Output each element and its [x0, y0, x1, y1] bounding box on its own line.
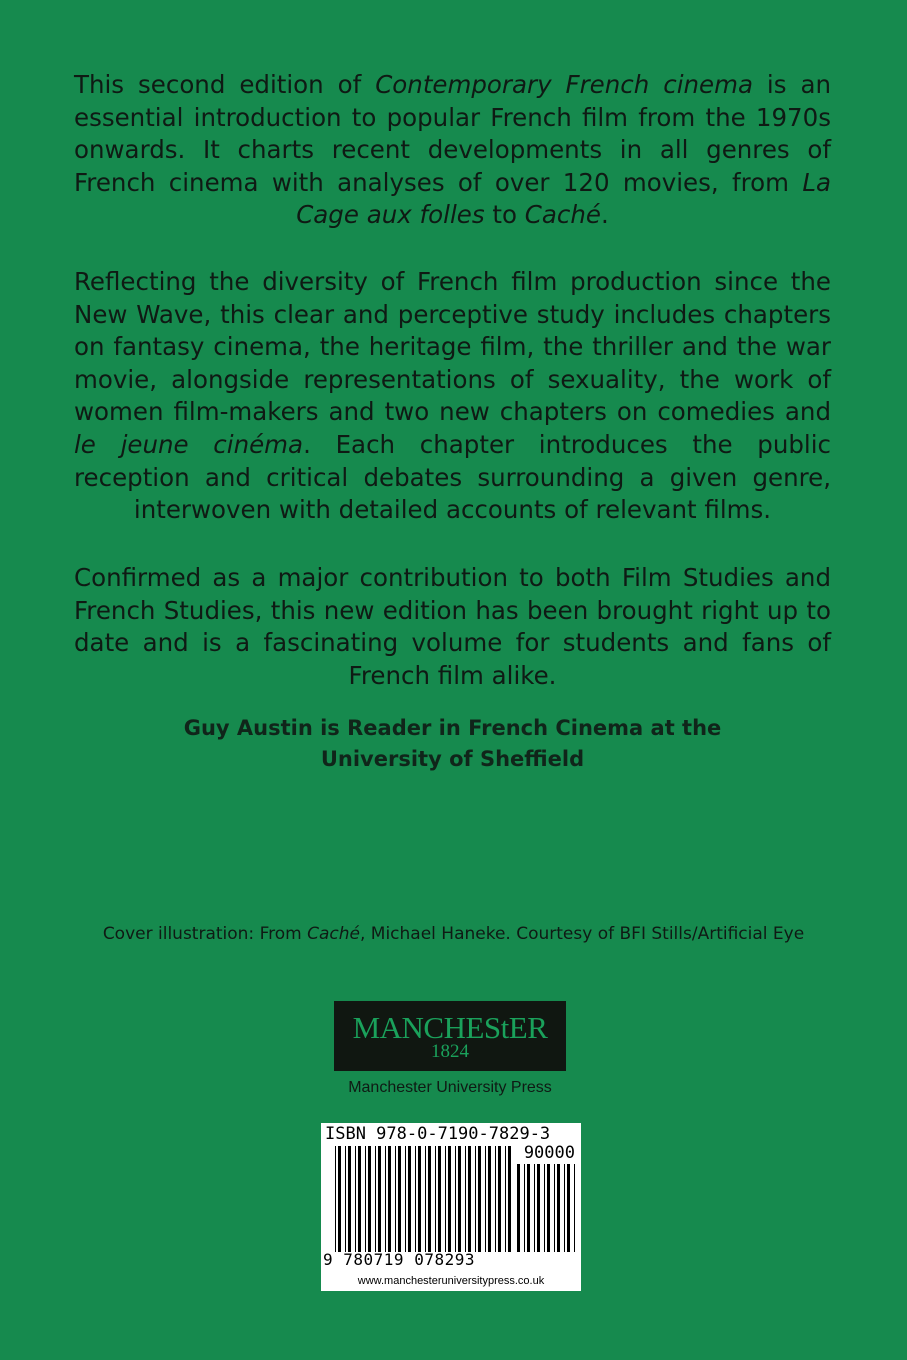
barcode-bar: [448, 1146, 451, 1252]
barcode-bar: [405, 1146, 406, 1252]
barcode-bar: [338, 1146, 341, 1252]
barcode-bar: [478, 1146, 481, 1252]
barcode-bar: [544, 1164, 545, 1252]
barcode-bar: [508, 1146, 511, 1252]
publisher-website: www.manchesteruniversitypress.co.uk: [357, 1275, 545, 1287]
logo-name: MANCHEStER: [352, 1010, 548, 1045]
barcode-bar: [567, 1164, 570, 1252]
barcode-bar: [564, 1164, 565, 1252]
barcode-bar: [537, 1164, 540, 1252]
barcode-bar: [378, 1146, 381, 1252]
text-span: Cover illustration: From: [102, 924, 308, 944]
ean-barcode: [335, 1146, 511, 1252]
barcode-bar: [475, 1146, 476, 1252]
author-bio-line: University of Sheffield: [320, 747, 585, 771]
barcode-bar: [368, 1146, 371, 1252]
barcode-bar: [408, 1146, 411, 1252]
barcode-bar: [345, 1146, 346, 1252]
ean-digits: 9 780719 078293: [323, 1250, 475, 1269]
author-bio-line: Guy Austin is Reader in French Cinema at the: [183, 716, 722, 740]
barcode-bar: [395, 1146, 396, 1252]
barcode-bar: [425, 1146, 426, 1252]
barcode-bar: [385, 1146, 386, 1252]
barcode-bar: [465, 1146, 466, 1252]
addon-barcode: [517, 1164, 575, 1252]
isbn-label: ISBN 978-0-7190-7829-3: [325, 1124, 551, 1144]
barcode-bar: [415, 1146, 416, 1252]
barcode-bar: [455, 1146, 456, 1252]
barcode-bar: [428, 1146, 431, 1252]
barcode-bar: [445, 1146, 446, 1252]
text-span: This second edition of: [74, 70, 376, 99]
barcode-bar: [574, 1164, 575, 1252]
press-name: Manchester University Press: [348, 1079, 552, 1096]
barcode-bar: [554, 1164, 555, 1252]
barcode-bar: [485, 1146, 486, 1252]
barcode-bar: [495, 1146, 496, 1252]
barcode-bar: [458, 1146, 461, 1252]
barcode-bar: [468, 1146, 471, 1252]
text-span: .: [601, 200, 609, 230]
text-span: , Michael Haneke. Courtesy of BFI Stills/Artificial Eye: [359, 924, 805, 944]
author-bio: [74, 713, 831, 775]
barcode-bar: [527, 1164, 530, 1252]
text-span: to: [484, 200, 525, 230]
barcode-bar: [348, 1146, 351, 1252]
website-strip: [321, 1271, 581, 1291]
text-span: is an essential introduction to popular French film from the 1970s onwards. It charts recent developments in all genres of French cinema with analyses of over 120 movies, from: [74, 70, 831, 197]
term-italic: le jeune cinéma: [74, 429, 304, 459]
barcode-bar: [505, 1146, 506, 1252]
barcode-bar: [355, 1146, 356, 1252]
film-title-italic: Caché: [307, 924, 360, 944]
barcode-bar: [517, 1164, 520, 1252]
barcode-bar: [335, 1146, 336, 1252]
film-title-italic: La Cage aux folles: [296, 167, 831, 230]
barcode-bar: [418, 1146, 421, 1252]
barcode-bar: [365, 1146, 366, 1252]
barcode-bar: [438, 1146, 441, 1252]
barcode-bar: [358, 1146, 361, 1252]
price-code: 90000: [523, 1143, 575, 1163]
publisher-logo: [334, 1001, 566, 1071]
barcode-bar: [388, 1146, 391, 1252]
book-title-italic: Contemporary French cinema: [375, 70, 753, 99]
cover-illustration-credit: [40, 922, 867, 946]
logo-year: 1824: [431, 1041, 469, 1062]
blurb-paragraph-3: Confirmed as a major contribution to both Film Studies and French Studies, this new edition has been brought right up to date and is a fascinating volume for students and fans of French film alike.: [74, 563, 831, 690]
barcode-bar: [398, 1146, 401, 1252]
barcode-bar: [435, 1146, 436, 1252]
text-span: . Each chapter introduces the public reception and critical debates surrounding a given genre, interwoven with detailed accounts of relevant films.: [74, 429, 831, 525]
barcode-bar: [375, 1146, 376, 1252]
barcode-panel: [321, 1123, 581, 1271]
blurb-paragraph-2: [74, 266, 831, 527]
barcode-bar: [557, 1164, 560, 1252]
barcode-bar: [534, 1164, 535, 1252]
film-title-italic: Caché: [524, 200, 601, 230]
barcode-bar: [498, 1146, 501, 1252]
barcode-bar: [547, 1164, 550, 1252]
blurb-paragraph-1: [74, 69, 831, 232]
barcode-bar: [488, 1146, 491, 1252]
text-span: Reflecting the diversity of French film production since the New Wave, this clear and perceptive study includes chapters on fantasy cinema, the heritage film, the thriller and the war movie, alongside representations of sexuality, the work of women film-makers and two new chapters on comedies and: [74, 267, 831, 427]
barcode-bar: [524, 1164, 525, 1252]
